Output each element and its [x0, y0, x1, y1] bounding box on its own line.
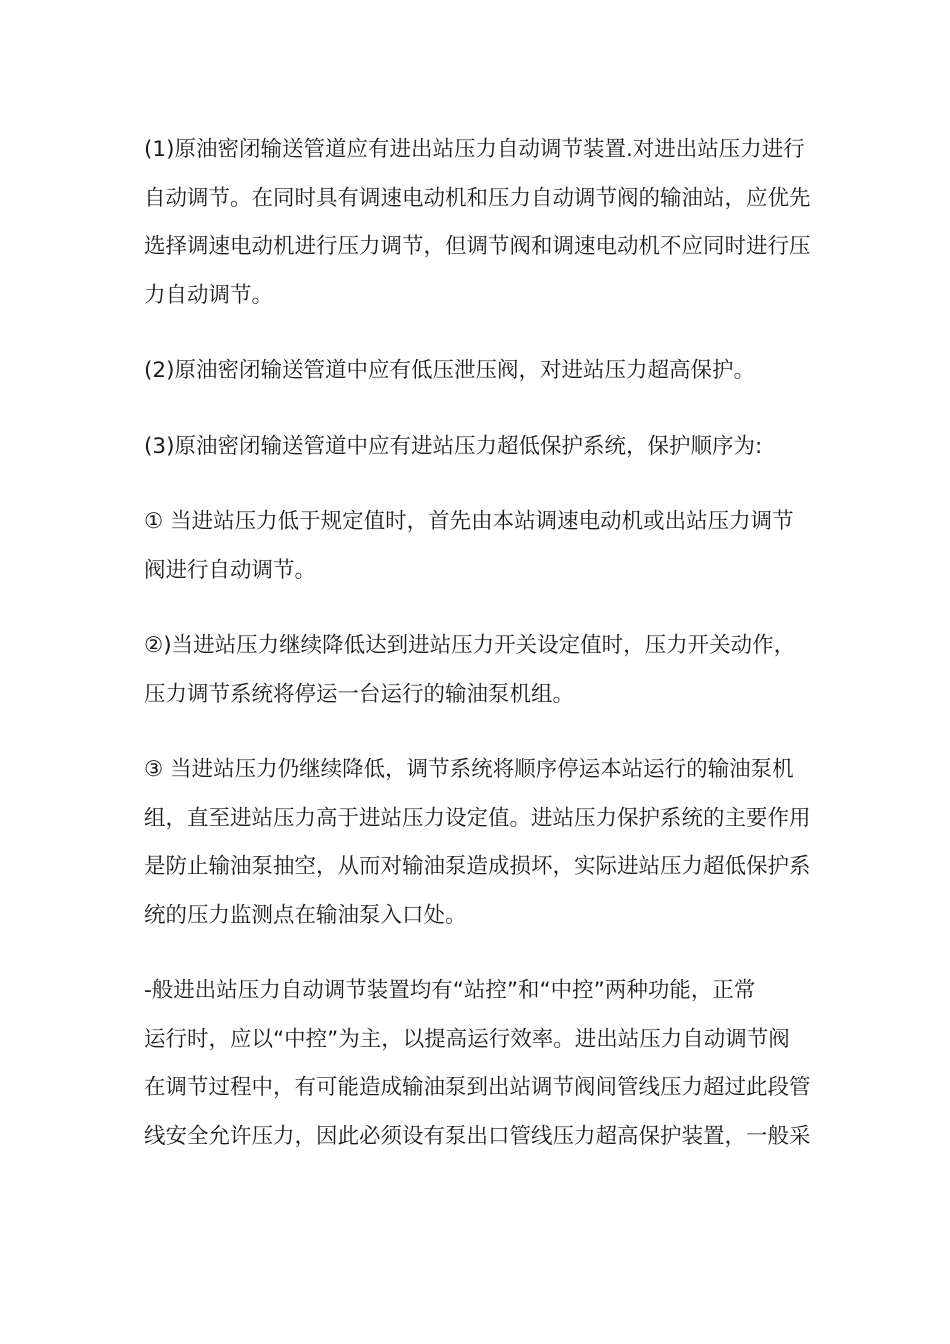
paragraph-3 — [144, 423, 808, 472]
paragraph-5 — [144, 622, 808, 719]
text-line: 压力调节系统将停运一台运行的输油泵机组。 — [144, 681, 575, 707]
text-line: 组，直至进站压力高于进站压力设定值。进站压力保护系统的主要作用 — [144, 805, 811, 831]
paragraph-7 — [144, 967, 811, 1161]
text-line: 自动调节。在同时具有调速电动机和压力自动调节阀的输油站，应优先 — [144, 185, 811, 211]
text-line: 阀进行自动调节。 — [144, 557, 317, 583]
paragraph-1 — [144, 126, 811, 320]
paragraph-4 — [144, 498, 808, 595]
text-line: (1)原油密闭输送管道应有进出站压力自动调节装置.对进出站压力进行 — [144, 137, 805, 162]
text-line: 运行时，应以“中控”为主，以提高运行效率。进出站压力自动调节阀 — [144, 1026, 790, 1052]
text-line: 力自动调节。 — [144, 282, 274, 308]
text-line: ③ 当进站压力仍继续降低，调节系统将顺序停运本站运行的输油泵机 — [144, 757, 794, 782]
text-line: 统的压力监测点在输油泵入口处。 — [144, 902, 467, 928]
text-line: 线安全允许压力，因此必须设有泵出口管线压力超高保护装置，一般采 — [144, 1123, 811, 1149]
paragraph-6 — [144, 746, 811, 940]
text-line: ① 当进站压力低于规定值时，首先由本站调速电动机或出站压力调节 — [144, 509, 794, 534]
document-body — [144, 126, 811, 1188]
text-line: 在调节过程中，有可能造成输油泵到出站调节阀间管线压力超过此段管 — [144, 1075, 811, 1100]
text-line: (3)原油密闭输送管道中应有进站压力超低保护系统，保护顺序为: — [144, 433, 763, 459]
paragraph-2 — [144, 347, 808, 396]
text-line: (2)原油密闭输送管道中应有低压泄压阀，对进站压力超高保护。 — [144, 358, 755, 383]
text-line: -般进出站压力自动调节装置均有“站控”和“中控”两种功能，正常 — [144, 978, 756, 1003]
text-line: 选择调速电动机进行压力调节，但调节阀和调速电动机不应同时进行压 — [144, 234, 811, 259]
text-line: ②)当进站压力继续降低达到进站压力开关设定值时，压力开关动作， — [144, 633, 796, 658]
text-line: 是防止输油泵抽空，从而对输油泵造成损坏，实际进站压力超低保护系 — [144, 854, 811, 879]
